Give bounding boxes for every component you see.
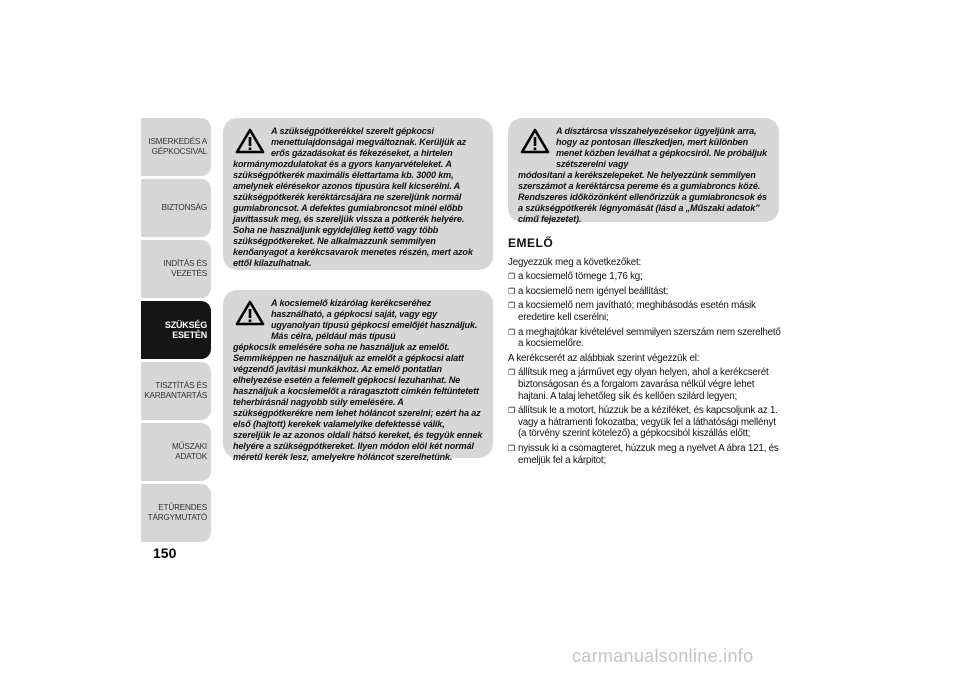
- list-item: ❒ a kocsiemelő tömege 1,76 kg;: [508, 271, 643, 283]
- list-item: ❒ állítsuk le a motort, húzzuk be a kéziféket, és kapcsoljunk az 1. vagy a hátramenti fokozatba; vegyük fel a láthatósági mellényt (a törvény szerint kötelező) a gépkocsiból kiszállás előtt;: [508, 405, 778, 440]
- warning-head: A kocsiemelő kizárólag kerékcseréhez használható, a gépkocsi saját, vagy egy ugyanolyan típusú gépkocsi emelőjét használjuk. Más célra, például más típusú: [271, 298, 478, 341]
- warning-body: módosítani a kerékszelepeket. Ne helyezzünk semmilyen szerszámot a keréktárcsa pereme és a gumiabroncs közé. Rendszeres időközönként ellenőrizzük a gumiabroncsok és a szükségpótkerék légnyomását (lásd a „Műszaki adatok” című fejezetet).: [518, 170, 767, 224]
- warning-triangle-icon: [235, 300, 265, 326]
- warning-triangle-icon: [235, 128, 265, 154]
- page-number: 150: [153, 545, 177, 561]
- warning-head: A szükségpótkerékkel szerelt gépkocsi menettulajdonságai megváltoznak. Kerüljük az erős gázadásokat és fékezéseket, a hirtelen: [271, 126, 467, 158]
- list-item: ❒ a kocsiemelő nem igényel beállítást;: [508, 285, 669, 297]
- tab-muszaki-adatok[interactable]: MŰSZAKI ADATOK: [141, 423, 211, 481]
- chapter-nav: [141, 118, 211, 545]
- checkbox-bullet-icon: ❒: [508, 327, 515, 337]
- warning-box-hubcap: [508, 118, 779, 222]
- tab-szukseg-eseten[interactable]: SZÜKSÉG ESETÉN: [141, 301, 211, 359]
- list-item: ❒ nyissuk ki a csomagteret, húzzuk meg a nyelvet A ábra 121, és emeljük fel a kárpitot;: [508, 442, 779, 466]
- list-item: ❒ állítsuk meg a járművet egy olyan helyen, ahol a kerékcserét biztonságosan és a forgalom zavarása nélkül végre lehet hajtani. A talaj lehetőleg sík és kellően szilárd legyen;: [508, 367, 769, 402]
- tab-inditas-es-vezetes[interactable]: INDÍTÁS ÉS VEZETÉS: [141, 240, 211, 298]
- warning-triangle-icon: [520, 128, 550, 154]
- tab-tisztitas[interactable]: TISZTÍTÁS ÉS KARBANTARTÁS: [141, 362, 211, 420]
- checkbox-bullet-icon: ❒: [508, 406, 515, 416]
- checkbox-bullet-icon: ❒: [508, 272, 515, 282]
- tab-ismerkedes[interactable]: ISMERKEDÉS A GÉPKOCSIVAL: [141, 118, 211, 176]
- warning-body: gépkocsik emelésére soha ne használjuk az emelőt. Semmiképpen ne használjuk az emelőt a gépkocsi alatt végzendő javítási munkákhoz. Az emelő pontatlan elhelyezése esetén a felemelt gépkocsi lezuhanhat. Ne használjuk a kocsiemelőt a ráragasztott címkén feltüntetett teherbírásnál nagyobb súly emelésére. A szükségpótkerékre nem lehet hóláncot szerelni; ezért ha az első (hajtott) kerekek valamelyike defektessé válik, szereljük le az azonos oldali hátsó kereket, és tegyük ennek helyére a szükségpótkereket. Ilyen módon elöl két normál méretű kerék lesz, amelyekre hóláncot szerelhetünk.: [233, 342, 483, 462]
- checkbox-bullet-icon: ❒: [508, 286, 515, 296]
- tab-targymutato[interactable]: ETŰRENDES TÁRGYMUTATÓ: [141, 484, 211, 542]
- section-title: EMELŐ: [508, 236, 554, 250]
- warning-box-jack: [223, 290, 493, 462]
- warning-body: kormánymozdulatokat és a gyors kanyarvételeket. A szükségpótkerék maximális élettartama kb. 3000 km, amelynek elérésekor azonos típusúra kell kicserélni. A szükségpótkerék keréktárcsájára ne szereljünk normál gumiabroncsot. A defektes gumiabroncsot minél előbb javíttassuk meg, és szereljük vissza a pótkerék helyére. Soha ne használjunk egyidejűleg kettő vagy több szükségpótkereket. Ne alkalmazzunk semmilyen kenőanyagot a kerékcsavarok menetes részén, mert azok ettől kilazulhatnak.: [233, 159, 473, 268]
- checkbox-bullet-icon: ❒: [508, 301, 515, 311]
- jack-section: [508, 238, 783, 469]
- checkbox-bullet-icon: ❒: [508, 368, 515, 378]
- steps-intro: A kerékcserét az alábbiak szerint végezzük el:: [508, 352, 700, 364]
- tab-biztonsag[interactable]: BIZTONSÁG: [141, 179, 211, 237]
- list-item: ❒ a kocsiemelő nem javítható; meghibásodás esetén másik eredetire kell cserélni;: [508, 300, 756, 323]
- watermark: carmanualsonline.info: [572, 646, 754, 666]
- warning-head: A dísztárcsa visszahelyezésekor ügyeljünk arra, hogy az pontosan illeszkedjen, mert különben menet közben leválhat a gépkocsiról. Ne próbáljuk szétszerelni vagy: [556, 126, 767, 169]
- checkbox-bullet-icon: ❒: [508, 443, 515, 453]
- warning-box-spare-wheel: [223, 118, 493, 270]
- section-intro: Jegyezzük meg a következőket:: [508, 256, 642, 268]
- list-item: ❒ a meghajtókar kivételével semmilyen szerszám nem szerelhető a kocsiemelőre.: [508, 326, 781, 350]
